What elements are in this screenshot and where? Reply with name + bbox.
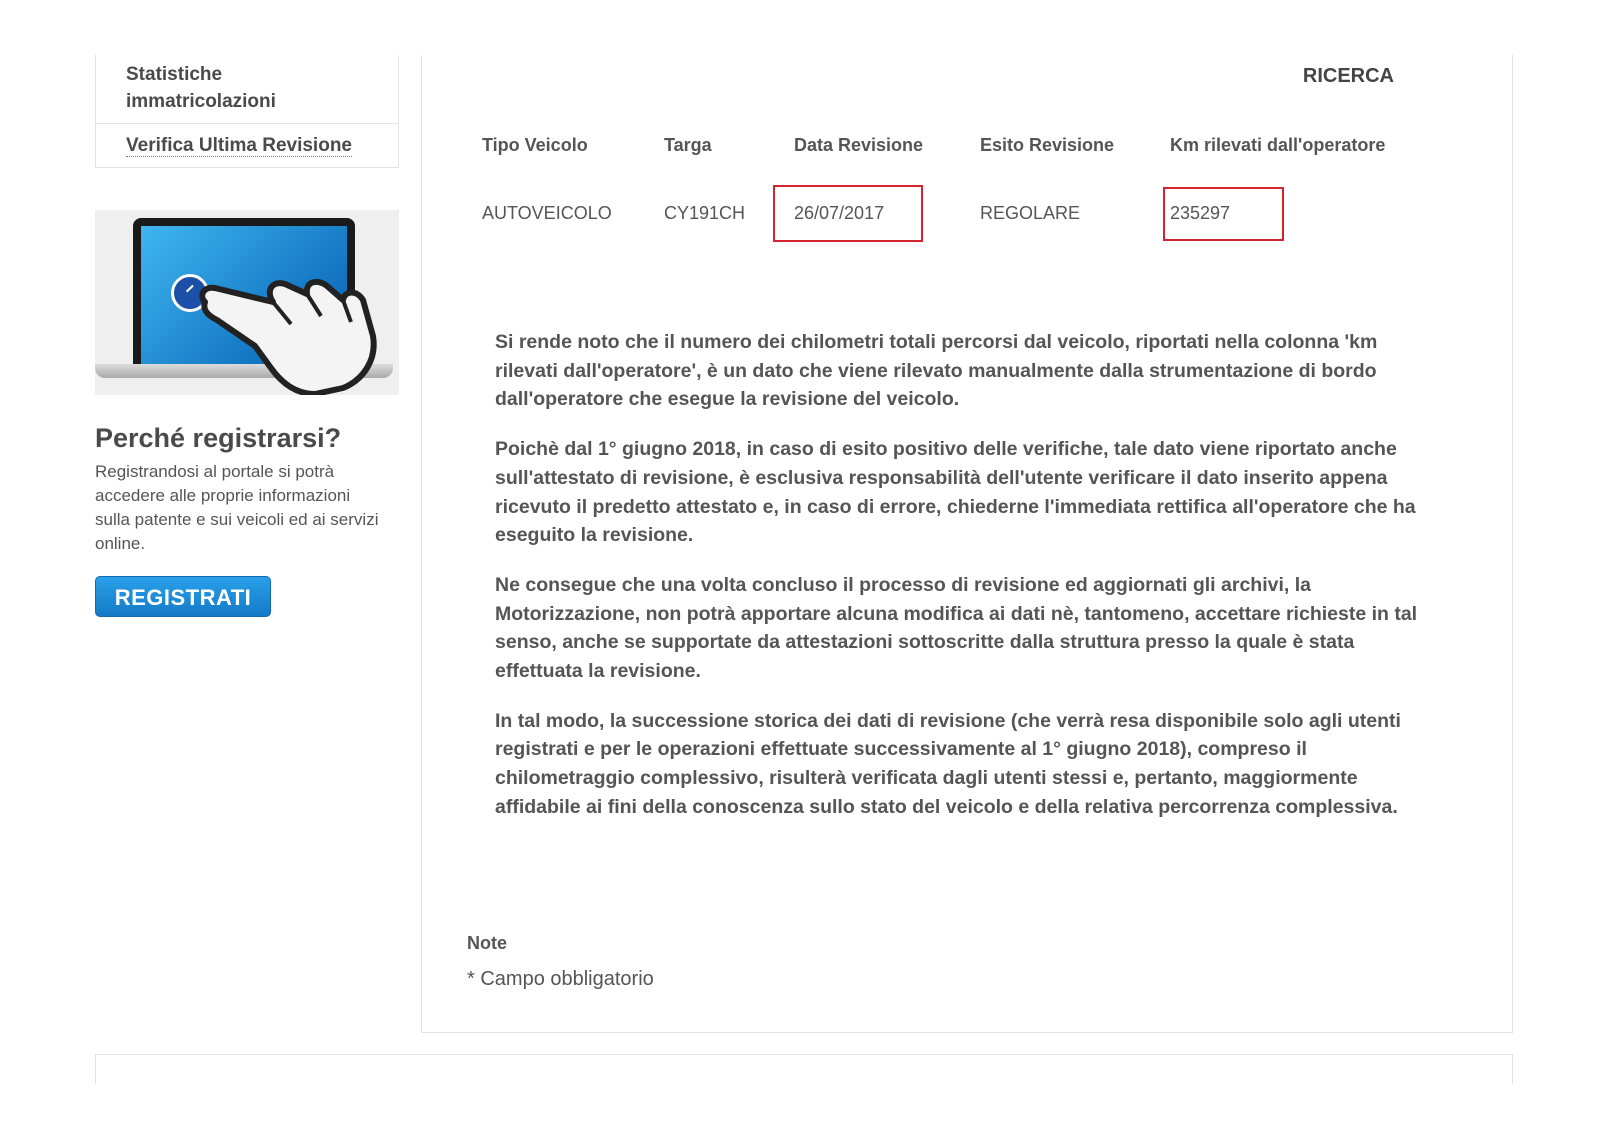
promo-text: Registrandosi al portale si potrà accedere alle proprie informazioni sulla patente e sui veicoli ed ai servizi online. xyxy=(95,462,379,553)
sidebar-menu xyxy=(95,55,399,168)
page-title: RICERCA xyxy=(1302,65,1394,87)
cell-km: 235297 xyxy=(1170,203,1231,223)
notice-paragraph: Ne consegue che una volta concluso il processo di revisione ed aggiornati gli archivi, la Motorizzazione, non potrà apportare alcuna modifica ai dati nè, tantomeno, accettare richieste in tal senso, anche se supportate da attestazioni sottoscritte dalla struttura presso la quale è stata effettuata la revisione. xyxy=(495,573,1418,683)
main-panel xyxy=(421,55,1513,1033)
pointing-hand-icon xyxy=(195,250,385,395)
register-button[interactable]: REGISTRATI xyxy=(95,576,271,617)
promo-title: Perché registrarsi? xyxy=(95,423,342,453)
highlight-box-data-revisione xyxy=(773,185,923,242)
sidebar-item-verifica-revisione[interactable] xyxy=(96,123,398,167)
portal-logo-icon: ᐟ xyxy=(171,274,209,312)
cell-tipo-veicolo: AUTOVEICOLO xyxy=(482,203,612,223)
notice-paragraph: In tal modo, la successione storica dei dati di revisione (che verrà resa disponibile solo agli utenti registrati e per le operazioni effettuate successivamente al 1° giugno 2018), compreso il chilometraggio complessivo, risulterà verificata dagli utenti stessi e, pertanto, maggiormente affidabile ai fini della conoscenza sullo stato del veicolo e della relativa percorrenza complessiva. xyxy=(495,709,1401,818)
notice-text xyxy=(495,328,1445,843)
footer xyxy=(95,1054,1513,1084)
sidebar-item-statistiche[interactable]: Statistiche immatricolazioni xyxy=(126,64,276,112)
highlight-box-km xyxy=(1163,187,1284,241)
note-text: * Campo obbligatorio xyxy=(467,968,654,990)
note-title: Note xyxy=(467,933,507,953)
col-header-esito-revisione: Esito Revisione xyxy=(980,135,1115,155)
cell-esito-revisione: REGOLARE xyxy=(980,203,1081,223)
notice-paragraph: Si rende noto che il numero dei chilometri totali percorsi dal veicolo, riportati nella colonna 'km rilevati dall'operatore', è un dato che viene rilevato manualmente dalla strumentazione di bordo dall'operatore che esegue la revisione del veicolo. xyxy=(495,331,1378,411)
notice-paragraph: Poichè dal 1° giugno 2018, in caso di esito positivo delle verifiche, tale dato viene riportato anche sull'attestato di revisione, è esclusiva responsabilità dell'utente verificare il dato inserito appena ricevuto il predetto attestato e, in caso di errore, chiederne l'immediata rettifica all'operatore che ha eseguito la revisione. xyxy=(495,438,1416,547)
col-header-km: Km rilevati dall'operatore xyxy=(1170,135,1386,155)
laptop-touch-illustration xyxy=(95,210,399,395)
cell-data-revisione: 26/07/2017 xyxy=(794,203,885,223)
col-header-targa: Targa xyxy=(664,135,712,155)
sidebar-item-label: Verifica Ultima Revisione xyxy=(126,135,352,156)
col-header-data-revisione: Data Revisione xyxy=(794,135,924,155)
cell-targa: CY191CH xyxy=(664,203,746,223)
sidebar xyxy=(95,55,399,617)
col-header-tipo-veicolo: Tipo Veicolo xyxy=(482,135,588,155)
